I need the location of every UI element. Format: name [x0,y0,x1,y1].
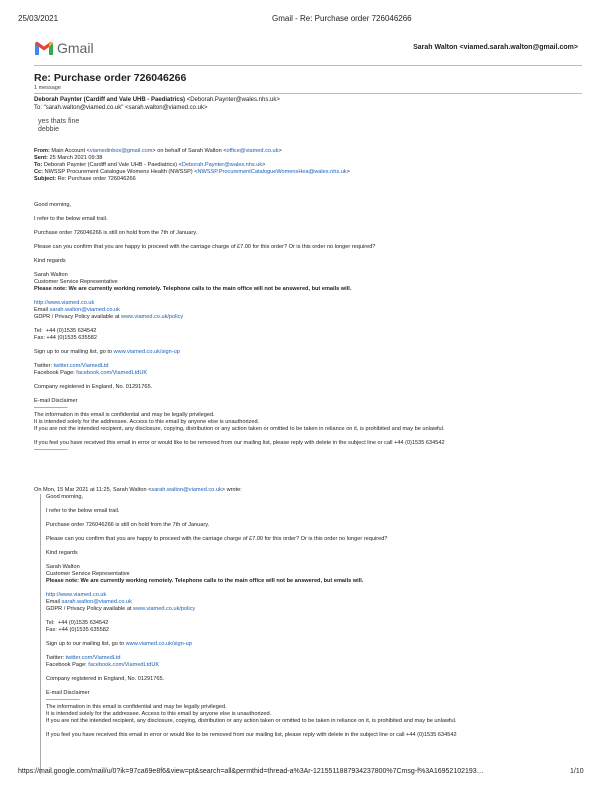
facebook-link[interactable]: facebook.com/ViamedLtdUK [88,662,160,668]
quoted-body: Good morning, I refer to the below email trail. Purchase order 726046266 is still on hold from the 7th of January. Please can you confirm that you are happy to proceed with the carriage charge of £7.00 for this order? Or is this order no longer required? Kind regards Sarah Walton Customer Service Representative Please note: We are currently working remotely. Telephone calls to the main office will not be answered, but emails will. http://www.viamed.co.uk Email sarah.walton@viamed.co.uk GDPR / Privacy Policy available at www.viamed.co.uk/policy Tel: +44 (0)1535 634542 Fax: +44 (0)1535 635582 Sign up to our mailing list, go to www.viamed.co.uk/sign-up Twitter: twitter.com/ViamedLtd Facebook Page: facebook.com/ViamedLtdUK Company registered in England, No. 01291765. E-mail Disclaimer —————— The information in this email is confidential and may be legally privileged. It is intended solely for the addressee. Access to this email by anyone else is unauthorized. If you are not the intended recipient, any disclosure, copying, distribution or any action taken or omitted to be taken in reliance on it, is prohibited and may be unlawful. If you feel you have received this email in error or would like to be removed from our mailing list, please reply with delete in the subject line or call +44 (0)1535 634542 [46,494,457,738]
forwarded-header: From: Main Account <viamedinbox@gmail.com> on behalf of Sarah Walton <office@viamed.co.uk> Sent: 25 March 2021 09:38 To: Deborah Paynter (Cardiff and Vale UHB - Paediatrics) <Deborah.Paynter@wales.nhs.uk> Cc: NWSSP Procurement Catalogue Womens Health (NWSSP) <NWSSP.ProcurementCatalogueWomensHea@wales.nhs.uk> Subject: Re: Purchase order 726046266 [34,148,350,182]
email-link[interactable]: sarah.walton@viamed.co.uk [49,307,120,313]
gmail-wordmark: Gmail [57,40,94,56]
quote-bar [40,494,41,774]
message-body: Good morning, I refer to the below email trail. Purchase order 726046266 is still on hold from the 7th of January. Please can you confirm that you are happy to proceed with the carriage charge of £7.00 for this order? Or is this order no longer required? Kind regards Sarah Walton Customer Service Representative Please note: We are currently working remotely. Telephone calls to the main office will not be answered, but emails will. http://www.viamed.co.uk Email sarah.walton@viamed.co.uk GDPR / Privacy Policy available at www.viamed.co.uk/policy Tel: +44 (0)1535 634542 Fax: +44 (0)1535 635582 Sign up to our mailing list, go to www.viamed.co.uk/sign-up Twitter: twitter.com/ViamedLtd Facebook Page: facebook.com/ViamedLtdUK Company registered in England, No. 01291765. E-mail Disclaimer —————— The information in this email is confidential and may be legally privileged. It is intended solely for the addressee. Access to this email by anyone else is unauthorized. If you are not the intended recipient, any disclosure, copying, distribution or any action taken or omitted to be taken in reliance on it, is prohibited and may be unlawful. If you feel you have received this email in error or would like to be removed from our mailing list, please reply with delete in the subject line or call +44 (0)1535 634542 —————— [34,202,445,453]
facebook-link[interactable]: facebook.com/ViamedLtdUK [76,370,148,376]
sender-email: <Deborah.Paynter@wales.nhs.uk> [186,97,280,103]
sender-name: Deborah Paynter (Cardiff and Vale UHB - Paediatrics) [34,97,186,103]
twitter-link[interactable]: twitter.com/ViamedLtd [65,655,121,661]
email-link[interactable]: NWSSP.ProcurementCatalogueWomensHea@wales.nhs.uk [197,169,347,175]
print-date: 25/03/2021 [18,14,59,23]
account-label: Sarah Walton <viamed.sarah.walton@gmail.com> [413,44,578,51]
email-link[interactable]: Deborah.Paynter@wales.nhs.uk [181,162,263,168]
policy-link[interactable]: www.viamed.co.uk/policy [133,606,196,612]
recipient-line: To: "sarah.walton@viamed.co.uk" <sarah.walton@viamed.co.uk> [34,105,208,111]
email-link[interactable]: sarah.walton@viamed.co.uk [151,487,222,493]
thread-subject: Re: Purchase order 726046266 [34,72,187,84]
email-link[interactable]: viamedinbox@gmail.com [89,148,153,154]
print-url: https://mail.google.com/mail/u/0?ik=97ca69e8f6&view=pt&search=all&permthid=thread-a%3Ar-1215511887934237800%7Cmsg-f%3A16952102193… [18,768,484,775]
print-title: Gmail - Re: Purchase order 726046266 [272,14,412,23]
message-count: 1 message [34,85,61,91]
reply-line: yes thats fine [38,118,80,125]
reply-signature: debbie [38,126,60,133]
twitter-link[interactable]: twitter.com/ViamedLtd [53,363,109,369]
sender-line [34,97,280,103]
gmail-logo-icon [34,39,54,57]
print-page-number: 1/10 [570,768,584,775]
email-link[interactable]: office@viamed.co.uk [226,148,279,154]
policy-link[interactable]: www.viamed.co.uk/policy [121,314,184,320]
website-link[interactable]: http://www.viamed.co.uk [34,300,95,306]
divider [34,65,582,66]
website-link[interactable]: http://www.viamed.co.uk [46,592,107,598]
quote-intro: On Mon, 15 Mar 2021 at 11:25, Sarah Walton <sarah.walton@viamed.co.uk> wrote: [34,487,242,493]
divider [34,93,582,94]
signup-link[interactable]: www.viamed.co.uk/sign-up [113,349,180,355]
email-link[interactable]: sarah.walton@viamed.co.uk [61,599,132,605]
reply-text [38,118,79,134]
signup-link[interactable]: www.viamed.co.uk/sign-up [125,641,192,647]
